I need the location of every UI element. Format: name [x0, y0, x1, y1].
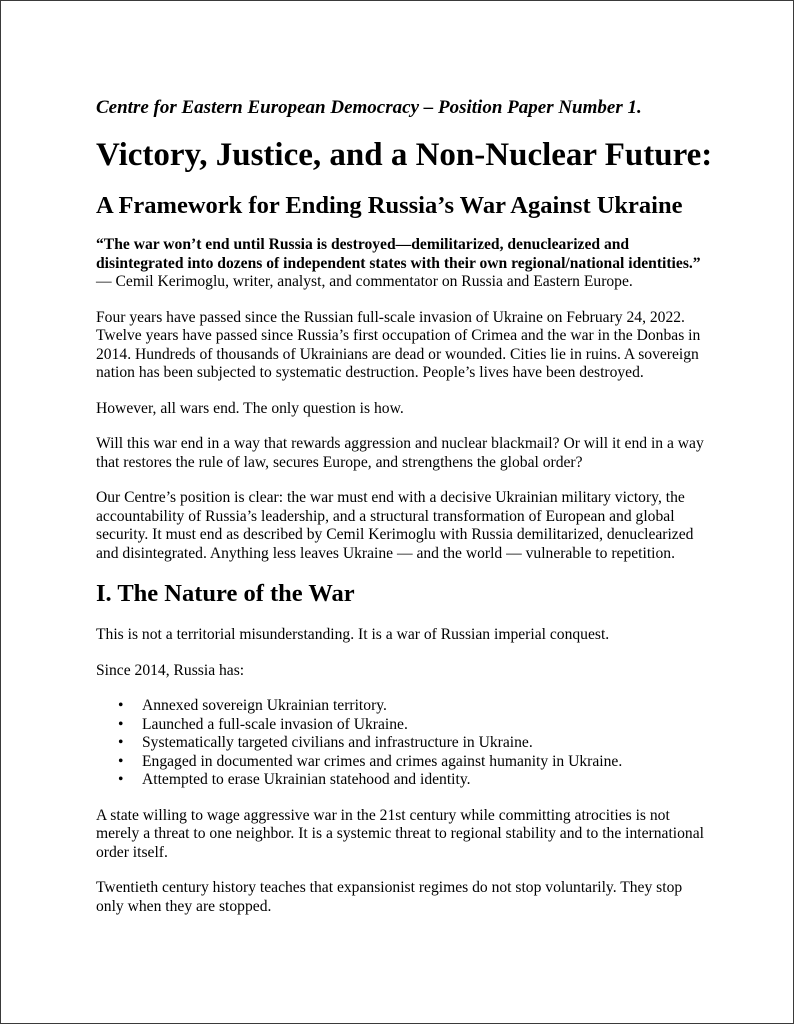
- org-line: Centre for Eastern European Democracy – Position Paper Number 1.: [96, 97, 642, 118]
- section-paragraph-4: Twentieth century history teaches that expansionist regimes do not stop voluntarily. They stop only when they are stopped.: [96, 879, 683, 915]
- epigraph-attribution: — Cemil Kerimoglu, writer, analyst, and commentator on Russia and Eastern Europe.: [96, 273, 633, 290]
- list-item-text: Annexed sovereign Ukrainian territory.: [142, 697, 387, 714]
- page-content: [96, 97, 713, 933]
- page-title: Victory, Justice, and a Non-Nuclear Future:: [96, 137, 713, 173]
- list-item-text: Attempted to erase Ukrainian statehood and identity.: [142, 771, 471, 788]
- list-item-text: Launched a full-scale invasion of Ukraine.: [142, 715, 408, 733]
- epigraph: [96, 236, 708, 292]
- intro-paragraph-2: However, all wars end. The only question is how.: [96, 399, 404, 417]
- bullet-icon: •: [118, 771, 124, 788]
- list-item: [118, 697, 708, 716]
- intro-paragraph-3: Will this war end in a way that rewards aggression and nuclear blackmail? Or will it end in a way that restores the rule of law, secures Europe, and strengthens the global order?: [96, 435, 704, 471]
- intro-paragraph-4: Our Centre’s position is clear: the war must end with a decisive Ukrainian military victory, the accountability of Russia’s leadership, and a structural transformation of European and global security. It must end as described by Cemil Kerimoglu with Russia demilitarized, denuclearized and disintegrated. Anything less leaves Ukraine — and the world — vulnerable to repetition.: [96, 489, 694, 562]
- bullet-list: [96, 697, 708, 790]
- section-heading: I. The Nature of the War: [96, 580, 355, 607]
- page-subtitle: A Framework for Ending Russia’s War Against Ukraine: [96, 192, 683, 219]
- list-item: [118, 734, 708, 753]
- bullet-icon: •: [118, 752, 124, 770]
- list-item: [118, 715, 708, 735]
- list-item: [118, 771, 708, 790]
- bullet-icon: •: [118, 697, 124, 714]
- list-item: [118, 752, 708, 772]
- list-item-text: Systematically targeted civilians and infrastructure in Ukraine.: [142, 734, 533, 751]
- section-paragraph-3: A state willing to wage aggressive war in the 21st century while committing atrocities is not merely a threat to one neighbor. It is a systemic threat to regional stability and to the international order itself.: [96, 806, 704, 861]
- bullet-icon: •: [118, 715, 124, 733]
- bullet-icon: •: [118, 734, 124, 751]
- section-paragraph-1: This is not a territorial misunderstanding. It is a war of Russian imperial conquest.: [96, 626, 610, 643]
- epigraph-quote: “The war won’t end until Russia is destroyed—demilitarized, denuclearized and disintegrated into dozens of independent states with their own regional/national identities.”: [96, 236, 701, 272]
- section-paragraph-2: Since 2014, Russia has:: [96, 661, 245, 679]
- list-item-text: Engaged in documented war crimes and crimes against humanity in Ukraine.: [142, 752, 623, 770]
- intro-paragraph-1: Four years have passed since the Russian full-scale invasion of Ukraine on February 24, 2022. Twelve years have passed since Russia’s first occupation of Crimea and the war in the Donbas in 2014. Hundreds of thousands of Ukrainians are dead or wounded. Cities lie in ruins. A sovereign nation has been subjected to systematic destruction. People’s lives have been destroyed.: [96, 308, 701, 381]
